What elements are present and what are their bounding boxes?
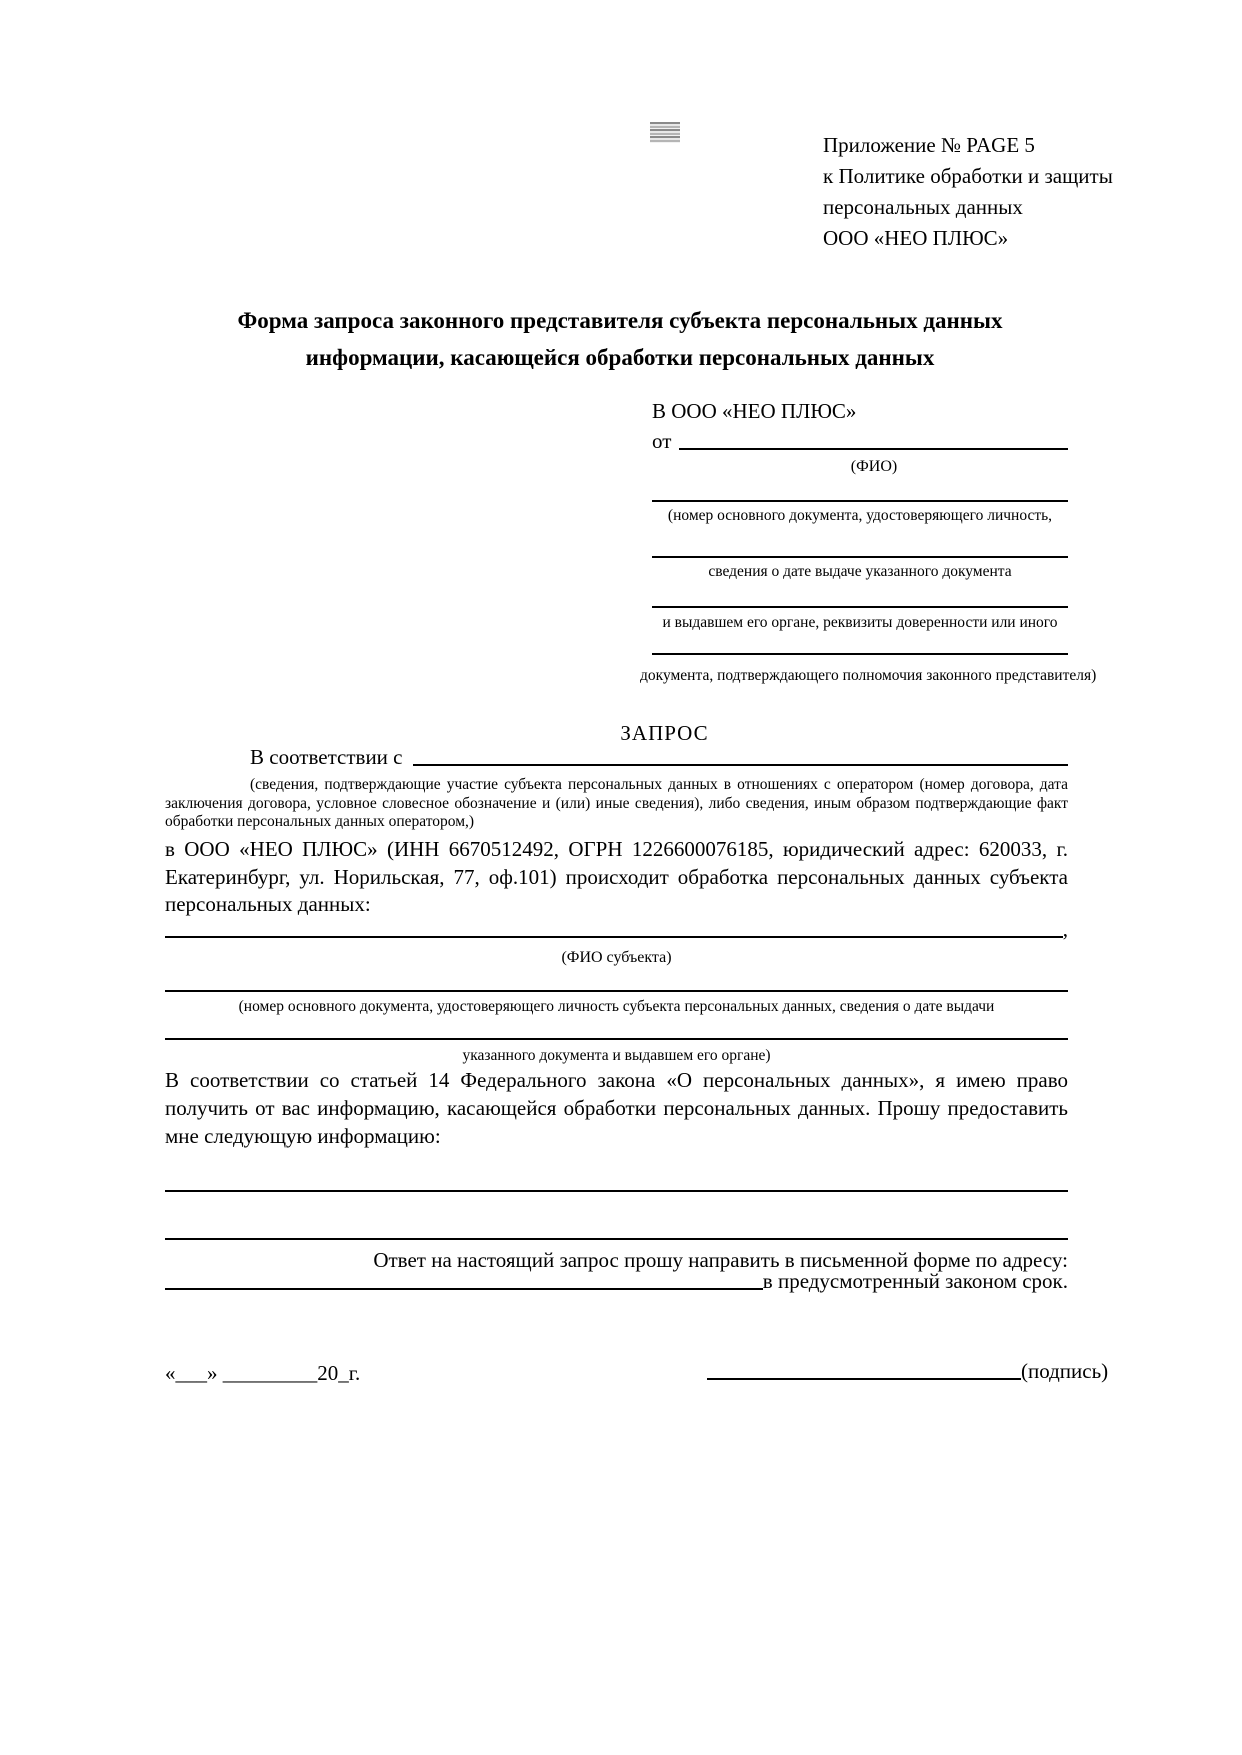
subject-doc-caption-2: указанного документа и выдавшем его органе) bbox=[462, 1047, 771, 1064]
reply-address-blank-line bbox=[165, 1288, 763, 1290]
reply-line: Ответ на настоящий запрос прошу направить в письменной форме по адресу: bbox=[373, 1248, 1068, 1272]
subject-fio-row bbox=[165, 916, 1068, 942]
accordance-row bbox=[165, 746, 1068, 770]
field-caption-4: документа, подтверждающего полномочия законного представителя) bbox=[640, 667, 1097, 684]
blank-field-line bbox=[165, 1238, 1068, 1240]
reply-tail: в предусмотренный законом срок. bbox=[762, 1268, 1068, 1293]
from-blank-line bbox=[679, 448, 1068, 450]
blank-field-line bbox=[652, 556, 1068, 558]
appendix-line-1: Приложение № PAGE 5 bbox=[823, 133, 1035, 157]
subject-fio-blank-line bbox=[165, 936, 1063, 938]
blank-field-line bbox=[165, 1190, 1068, 1192]
subject-fio-caption: (ФИО субъекта) bbox=[561, 949, 672, 966]
operator-paragraph: в ООО «НЕО ПЛЮС» (ИНН 6670512492, ОГРН 1226600076185, юридический адрес: 620033, г. Екатеринбург, ул. Норильская, 77, оф.101) происходит обработка персональных данных субъекта персональных данных: bbox=[165, 837, 1068, 916]
document-title bbox=[140, 302, 1100, 376]
appendix-line-4: ООО «НЕО ПЛЮС» bbox=[823, 226, 1009, 250]
comma-mark: , bbox=[1062, 916, 1068, 941]
appendix-line-3: персональных данных bbox=[823, 195, 1023, 219]
from-row bbox=[652, 430, 1068, 454]
from-label: от bbox=[652, 428, 672, 453]
embedded-image-icon bbox=[650, 122, 680, 143]
signature-blank-line bbox=[707, 1378, 1021, 1380]
title-line-2: информации, касающейся обработки персональных данных bbox=[305, 345, 935, 370]
appendix-header bbox=[823, 130, 1113, 254]
accordance-blank-line bbox=[413, 764, 1069, 766]
law-paragraph: В соответствии со статьей 14 Федерального закона «О персональных данных», я имею право получить от вас информацию, касающейся обработки персональных данных. Прошу предоставить мне следующую информацию: bbox=[165, 1068, 1068, 1148]
field-caption-3: и выдавшем его органе, реквизиты доверенности или иного bbox=[662, 614, 1058, 631]
blank-field-line bbox=[652, 606, 1068, 608]
appendix-line-2: к Политике обработки и защиты bbox=[823, 164, 1113, 188]
blank-field-line bbox=[165, 990, 1068, 992]
addressee-to: В ООО «НЕО ПЛЮС» bbox=[652, 399, 857, 423]
blank-field-line bbox=[652, 653, 1068, 655]
blank-field-line bbox=[652, 500, 1068, 502]
reply-address-row bbox=[165, 1268, 1068, 1294]
field-caption-2: сведения о дате выдаче указанного документа bbox=[708, 563, 1012, 580]
request-heading: ЗАПРОС bbox=[620, 721, 709, 745]
title-line-1: Форма запроса законного представителя субъекта персональных данных bbox=[237, 308, 1003, 333]
blank-field-line bbox=[165, 1038, 1068, 1040]
accordance-label: В соответствии с bbox=[250, 744, 403, 769]
date-line: «___» _________20_г. bbox=[165, 1361, 361, 1385]
subject-doc-caption-1: (номер основного документа, удостоверяющего личность субъекта персональных данных, сведения о дате выдачи bbox=[238, 998, 995, 1015]
signature-row bbox=[707, 1358, 1109, 1384]
accordance-note: (сведения, подтверждающие участие субъекта персональных данных в отношениях с оператором (номер договора, дата заключения договора, условное словесное обозначение и (или) иные сведения), либо сведения, иным образом подтверждающие факт обработки персональных данных оператором,) bbox=[165, 776, 1068, 831]
field-caption-1: (номер основного документа, удостоверяющего личность, bbox=[667, 507, 1053, 524]
fio-caption: (ФИО) bbox=[850, 458, 898, 475]
signature-caption: (подпись) bbox=[1021, 1358, 1109, 1383]
